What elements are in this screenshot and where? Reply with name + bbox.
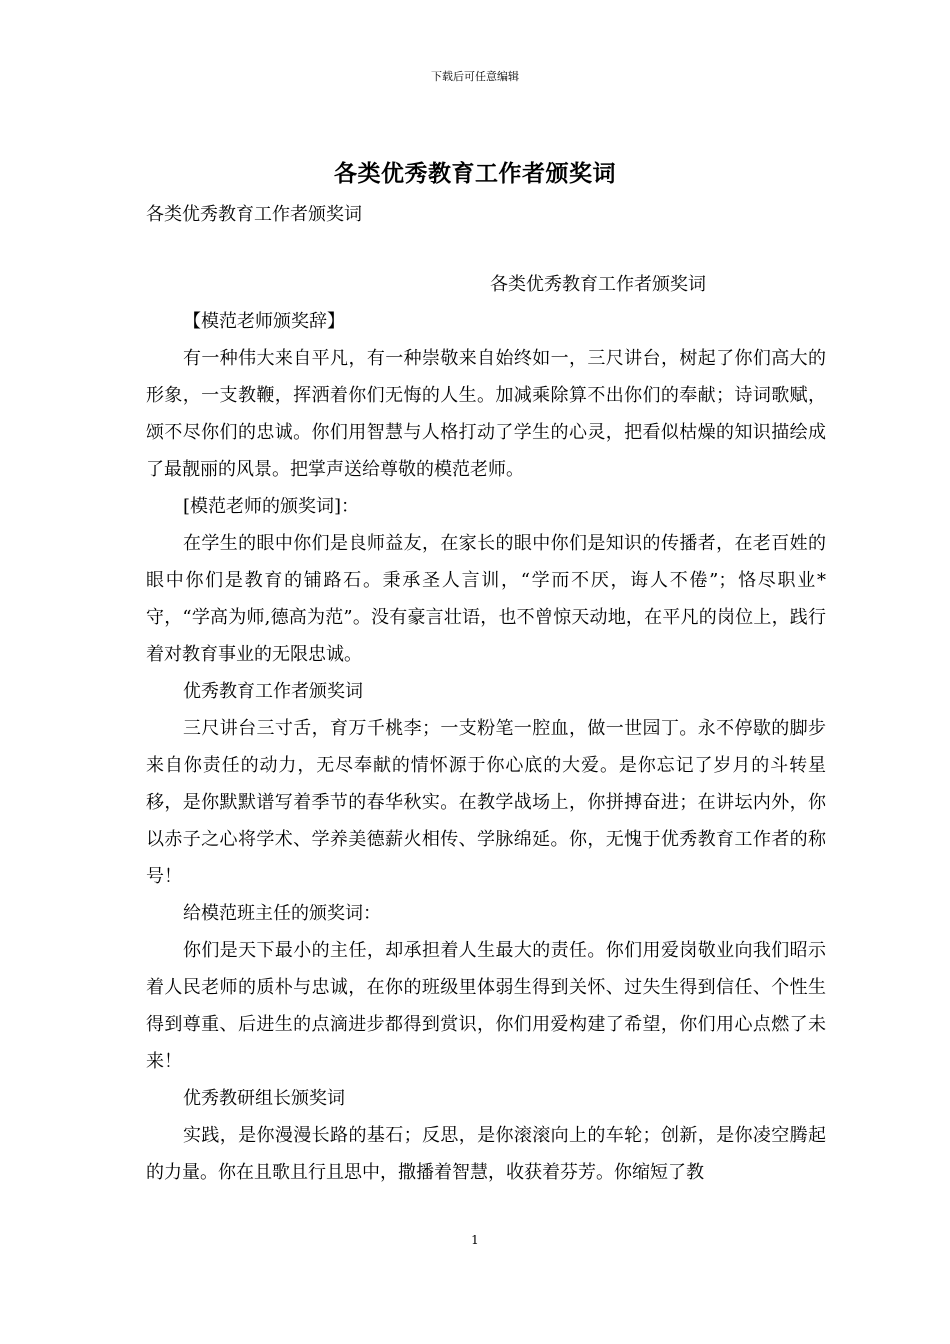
section-heading-5: 优秀教研组长颁奖词	[183, 1088, 345, 1109]
section-heading-4: 给模范班主任的颁奖词：	[183, 903, 381, 924]
section-heading-3: 优秀教育工作者颁奖词	[183, 681, 363, 702]
section-paragraph-1: 有一种伟大来自平凡，有一种崇敬来自始终如一，三尺讲台，树起了你们高大的形象，一支教鞭，挥洒着你们无悔的人生。加减乘除算不出你们的奉献；诗词歌赋，颂不尽你们的忠诚。你们用智慧与人格打动了学生的心灵，把看似枯燥的知识描绘成了最靓丽的风景。把掌声送给尊敬的模范老师。	[146, 348, 826, 480]
subtitle-left: 各类优秀教育工作者颁奖词	[146, 204, 362, 225]
page-number: 1	[471, 1233, 479, 1247]
section-paragraph-3: 三尺讲台三寸舌，育万千桃李；一支粉笔一腔血，做一世园丁。永不停歇的脚步来自你责任的动力，无尽奉献的情怀源于你心底的大爱。是你忘记了岁月的斗转星移，是你默默谱写着季节的春华秋实。在教学战场上，你拼搏奋进；在讲坛内外，你以赤子之心将学术、学养美德薪火相传、学脉绵延。你，无愧于优秀教育工作者的称号！	[146, 718, 826, 887]
document-body	[146, 196, 826, 1191]
section-heading-2: [模范老师的颁奖词]：	[183, 496, 360, 517]
section-heading-1: 【模范老师颁奖辞】	[183, 311, 345, 332]
document-title: 各类优秀教育工作者颁奖词	[334, 160, 616, 187]
section-paragraph-5: 实践，是你漫漫长路的基石；反思，是你滚滚向上的车轮；创新，是你凌空腾起的力量。你在且歌且行且思中，撒播着智慧，收获着芬芳。你缩短了教	[146, 1125, 826, 1183]
section-paragraph-4: 你们是天下最小的主任，却承担着人生最大的责任。你们用爱岗敬业向我们昭示着人民老师的质朴与忠诚，在你的班级里体弱生得到关怀、过失生得到信任、个性生得到尊重、后进生的点滴进步都得到赏识，你们用爱构建了希望，你们用心点燃了未来！	[146, 940, 826, 1072]
section-paragraph-2: 在学生的眼中你们是良师益友，在家长的眼中你们是知识的传播者，在老百姓的眼中你们是教育的铺路石。秉承圣人言训，“学而不厌，诲人不倦”；恪尽职业*守，“学高为师,德高为范”。没有豪言壮语，也不曾惊天动地，在平凡的岗位上，践行着对教育事业的无限忠诚。	[146, 533, 826, 665]
header-note: 下载后可任意编辑	[431, 70, 519, 83]
subtitle-right: 各类优秀教育工作者颁奖词	[490, 274, 706, 295]
